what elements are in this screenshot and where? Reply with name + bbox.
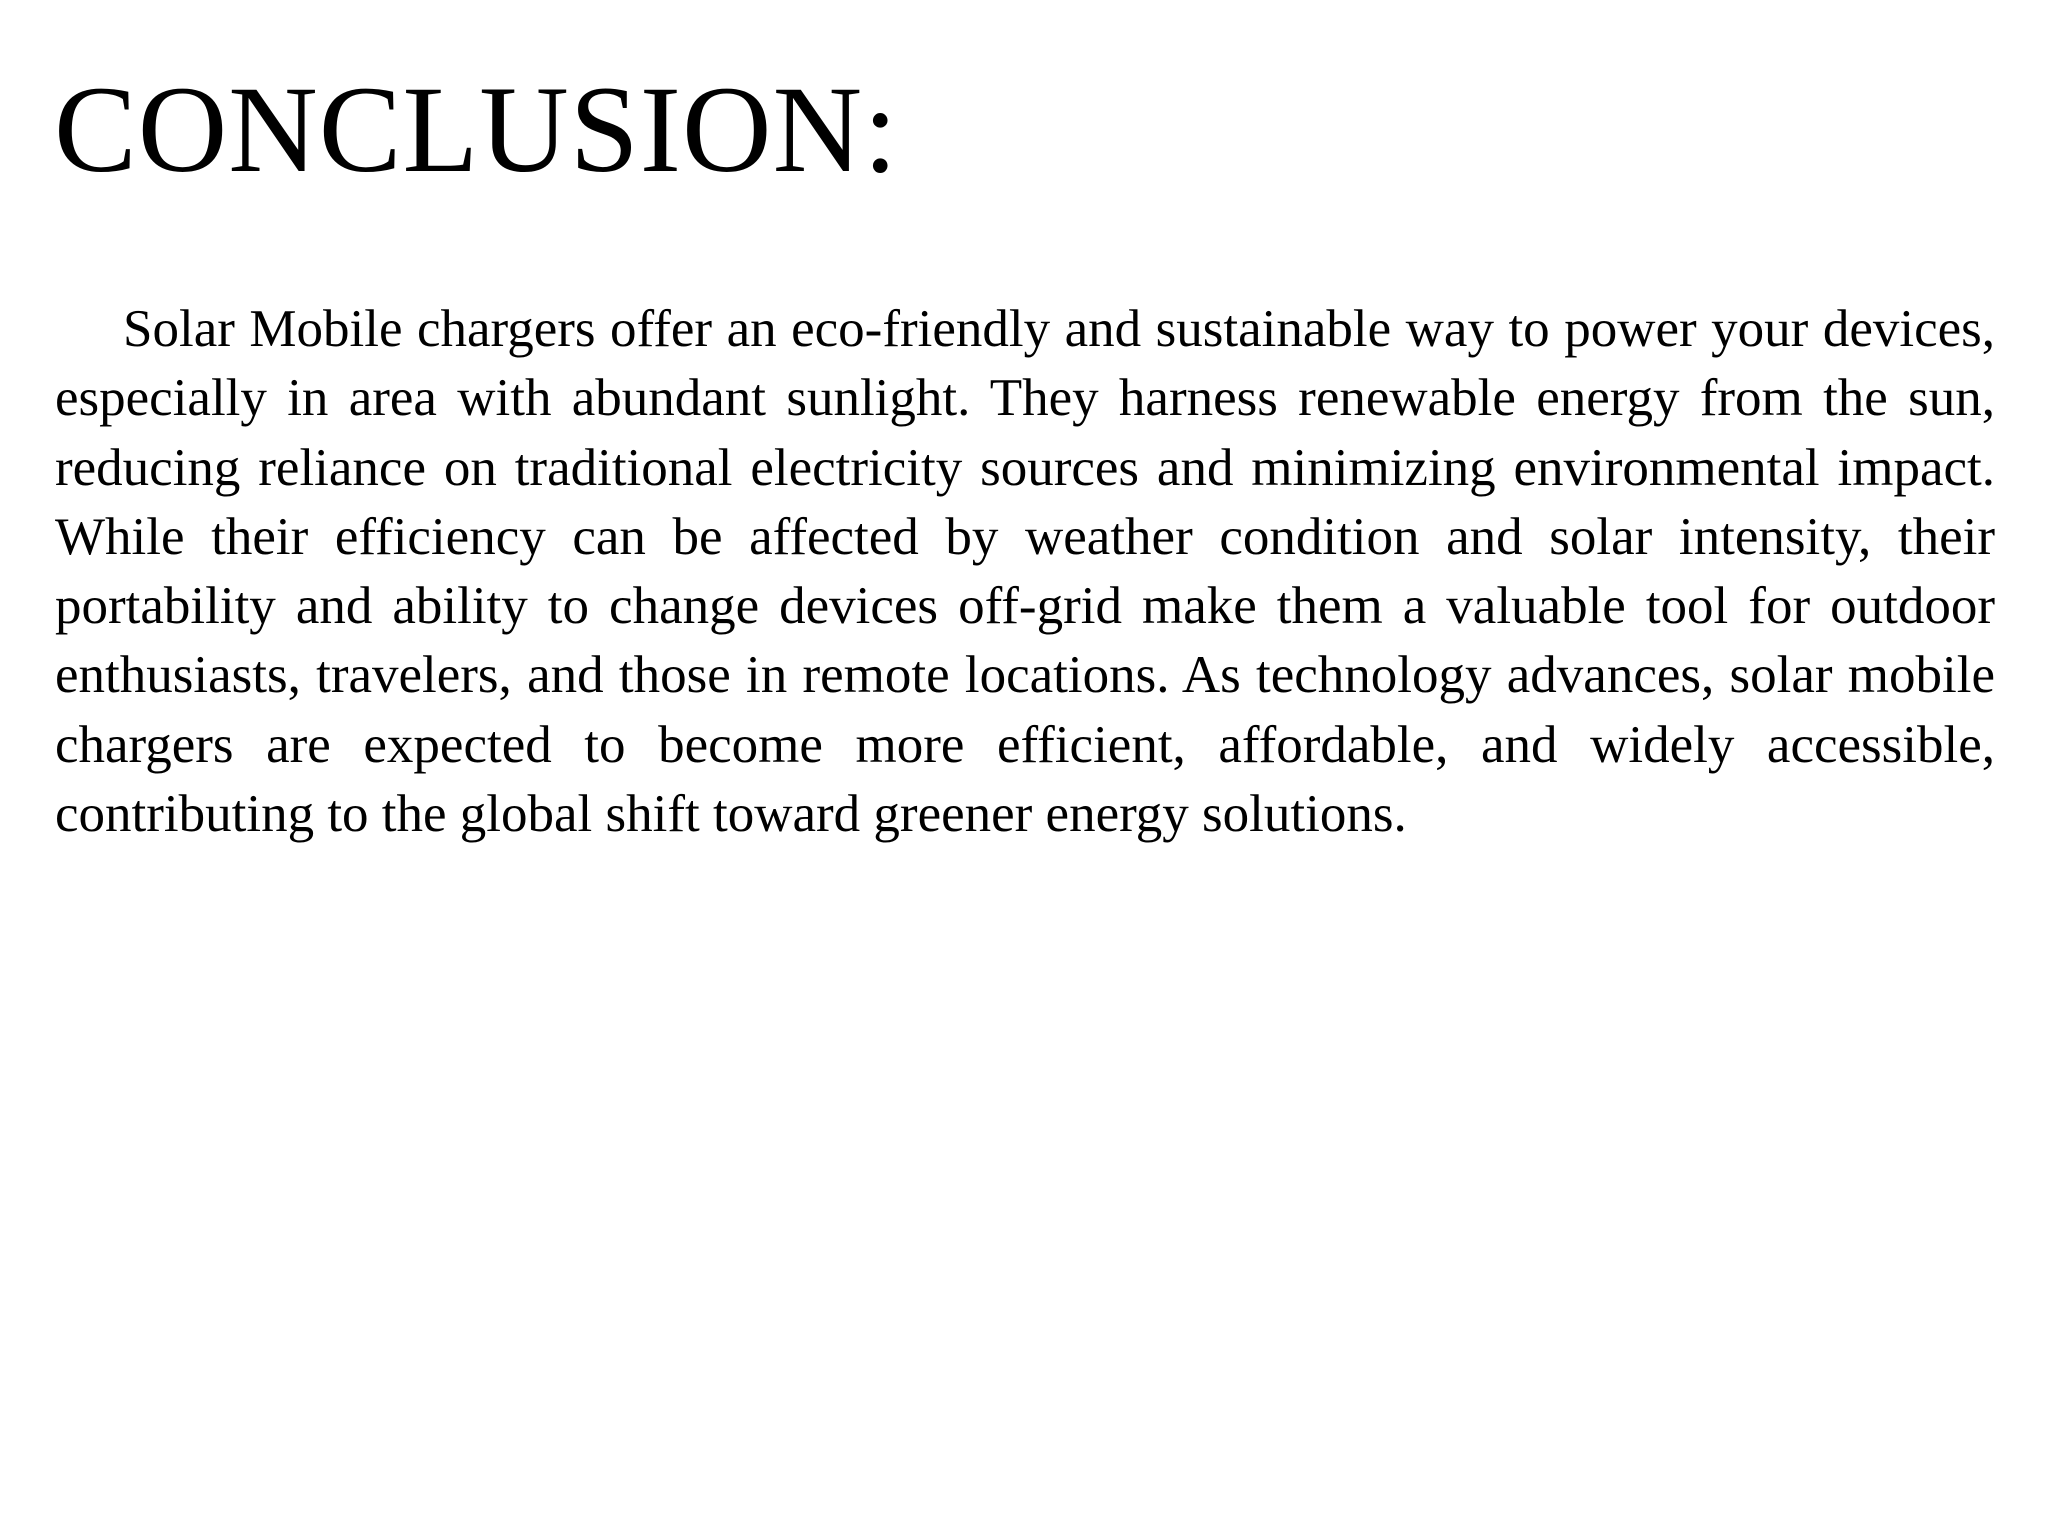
conclusion-paragraph: Solar Mobile chargers offer an eco-friendly and sustainable way to power your devices, especially in area with abundant sunlight. They harness renewable energy from the sun, reducing reliance on traditional electricity sources and minimizing environmental impact. While their efficiency can be affected by weather condition and solar intensity, their portability and ability to change devices off-grid make them a valuable tool for outdoor enthusiasts, travelers, and those in remote locations. As technology advances, solar mobile chargers are expected to become more efficient, affordable, and widely accessible, contributing to the global shift toward greener energy solutions. xyxy=(55,300,1995,844)
page-title: CONCLUSION: xyxy=(54,61,899,198)
